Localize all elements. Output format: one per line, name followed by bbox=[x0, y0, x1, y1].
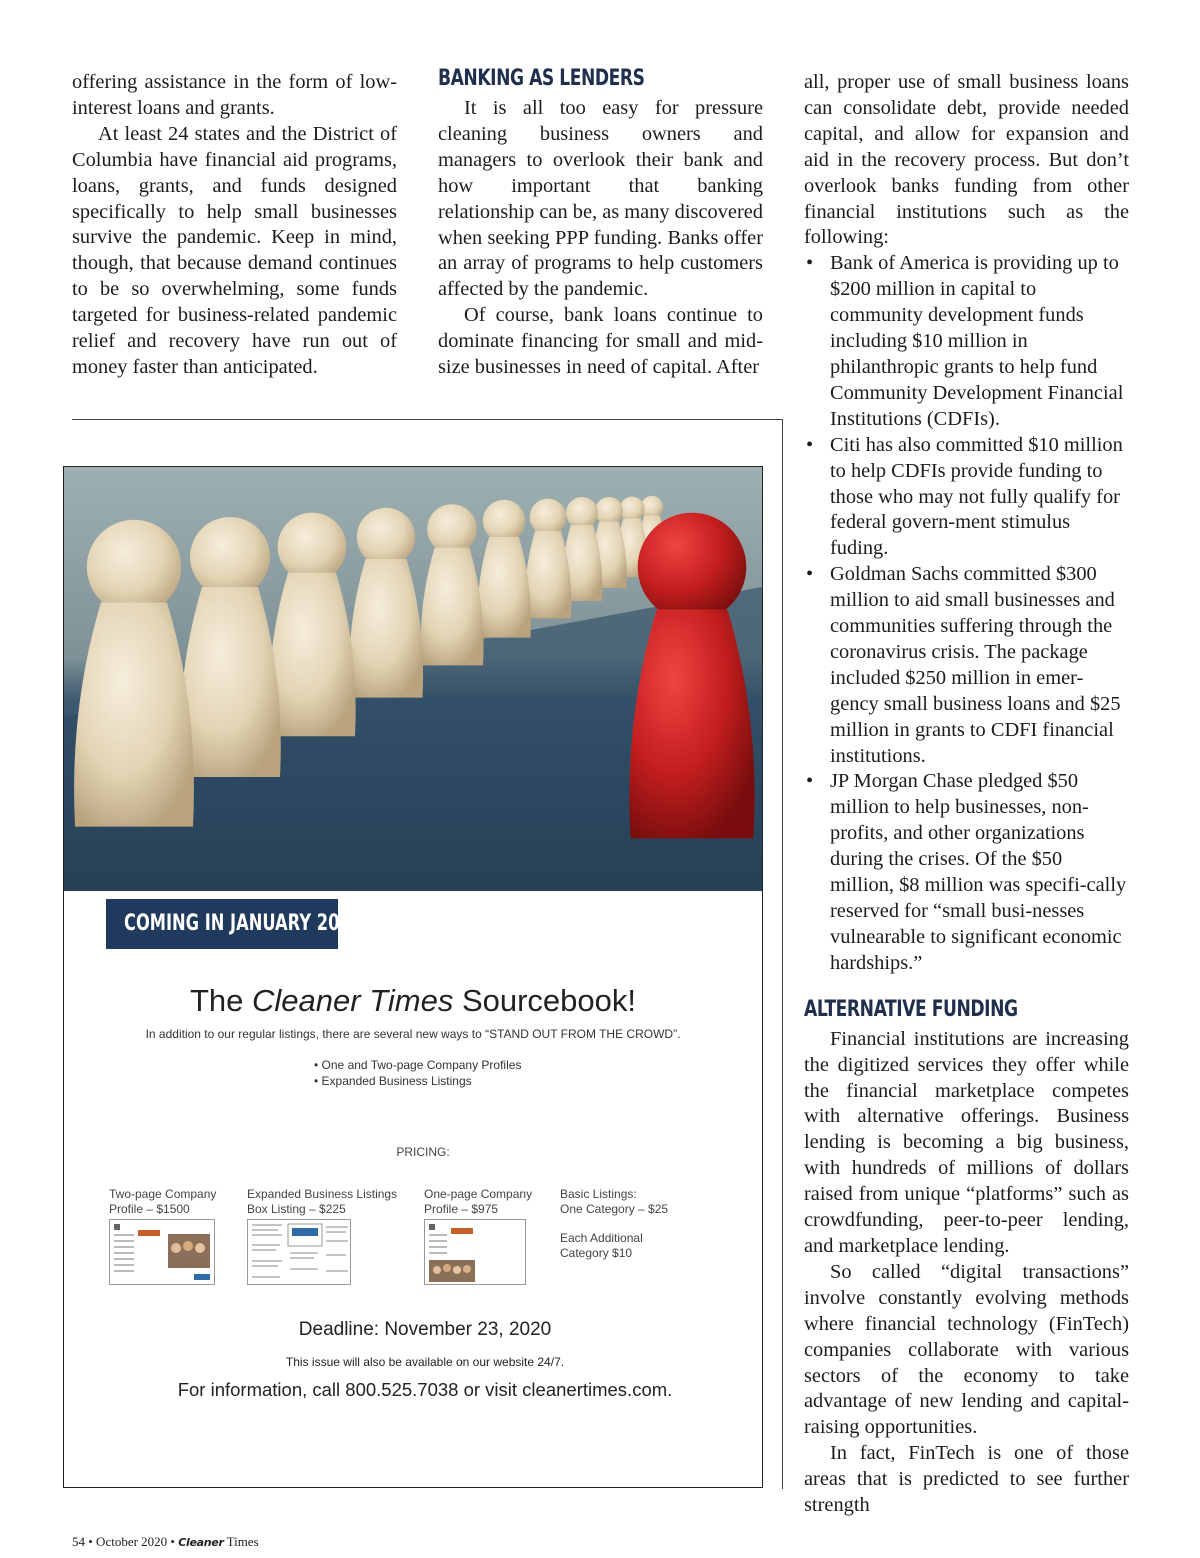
list-item: • Expanded Business Listings bbox=[314, 1073, 521, 1089]
paragraph: offering assistance in the form of low-interest loans and grants. bbox=[72, 71, 397, 119]
footer-page-info: 54 • October 2020 • bbox=[72, 1534, 179, 1549]
paragraph: It is all too easy for pressure cleaning business owners and managers to overlook their bank and how important that banking relationship can be, as many discovered when seeking PPP funding. Banks offer an array of programs to help customers affected by the pandemic. bbox=[438, 97, 764, 301]
section-heading-banking: BANKING AS LENDERS bbox=[438, 66, 645, 91]
paragraph: all, proper use of small business loans can consolidate debt, provide needed capital, and allow for expansion and aid in the recovery process. But don’t overlook banks funding from other financial institutions such as the following: bbox=[804, 71, 1129, 249]
list-item: • JP Morgan Chase pledged $50 million to help businesses, non-profits, and other organizations during the crises. Of the $50 million, $8 million was specifi-cally reserved for “small busi-nesses vulnearable to significant economic hardships.” bbox=[804, 769, 1129, 976]
box-listing-sample-thumbnail bbox=[247, 1219, 351, 1285]
bank-list bbox=[804, 251, 1129, 976]
divider-vertical bbox=[782, 419, 783, 1489]
pricing-label: PRICING: bbox=[396, 1145, 450, 1159]
price-basic-listing: Basic Listings: One Category – $25 Each Additional Category $10 bbox=[560, 1187, 669, 1260]
deadline: Deadline: November 23, 2020 bbox=[298, 1319, 552, 1340]
paragraph: Financial institutions are increasing the digitized services they offer while the financial marketplace competes with alternative offerings. Business lending is becoming a big business, with hundreds of millions of dollars raised from unique “platforms” such as crowdfunding, peer-to-peer lending, and marketplace lending. bbox=[804, 1027, 1129, 1257]
page-footer bbox=[72, 1534, 259, 1550]
list-item: • Goldman Sachs committed $300 million to aid small businesses and communities suffering through the coronavirus crisis. The package included $250 million in emer-gency small business loans and $25 million in grants to CDFI financial institutions. bbox=[804, 562, 1129, 769]
ad-subtitle: In addition to our regular listings, there are several new ways to “STAND OUT FROM THE CROWD”. bbox=[145, 1027, 681, 1041]
ad-title: The Cleaner Times Sourcebook! bbox=[190, 983, 636, 1018]
article-column-3 bbox=[804, 70, 1129, 1519]
list-item: • One and Two-page Company Profiles bbox=[314, 1057, 521, 1073]
article-column-1 bbox=[72, 70, 397, 381]
ad-feature-list bbox=[314, 1057, 521, 1089]
availability-note: This issue will also be available on our website 24/7. bbox=[285, 1355, 565, 1369]
magazine-name-suffix: Times bbox=[223, 1534, 259, 1549]
list-item: • Bank of America is providing up to $200 million in capital to community development funds including $10 million in philanthropic grants to help fund Community Development Financial Institutions (CDFIs). bbox=[804, 251, 1129, 432]
coming-soon-banner: COMING IN JANUARY 2021 bbox=[106, 899, 338, 949]
magazine-name: Cleaner bbox=[178, 1536, 224, 1549]
divider-horizontal bbox=[72, 419, 783, 420]
paragraph: So called “digital transactions” involve constantly evolving methods where financial technology (FinTech) companies collaborate with various sectors of the economy to take advantage of new lending and capital-raising opportunities. bbox=[804, 1260, 1129, 1439]
wooden-figures-photo bbox=[64, 467, 762, 891]
contact-info[interactable]: For information, call 800.525.7038 or visit cleanertimes.com. bbox=[177, 1379, 673, 1400]
sourcebook-ad[interactable] bbox=[63, 466, 763, 1488]
paragraph: Of course, bank loans continue to dominate financing for small and mid-size businesses in need of capital. After bbox=[438, 304, 763, 379]
price-two-page: Two-page Company Profile – $1500 bbox=[109, 1187, 217, 1216]
one-page-sample-thumbnail bbox=[424, 1219, 526, 1285]
section-heading-alternative: ALTERNATIVE FUNDING bbox=[804, 996, 1018, 1022]
price-expanded-listing: Expanded Business Listings Box Listing – $225 bbox=[247, 1187, 398, 1216]
list-item: • Citi has also committed $10 million to help CDFIs provide funding to those who may not fully qualify for federal govern-ment stimulus fuding. bbox=[804, 433, 1129, 563]
two-page-sample-thumbnail bbox=[109, 1219, 215, 1285]
article-column-2 bbox=[438, 62, 763, 381]
price-one-page: One-page Company Profile – $975 bbox=[424, 1187, 533, 1216]
paragraph: At least 24 states and the District of Columbia have financial aid programs, loans, grants, and funds designed specifically to help small businesses survive the pandemic. Keep in mind, though, that because demand continues to be so overwhelming, some funds targeted for business-related pandemic relief and recovery have run out of money faster than anticipated. bbox=[72, 122, 397, 378]
paragraph: In fact, FinTech is one of those areas that is predicted to see further strength bbox=[804, 1442, 1129, 1517]
